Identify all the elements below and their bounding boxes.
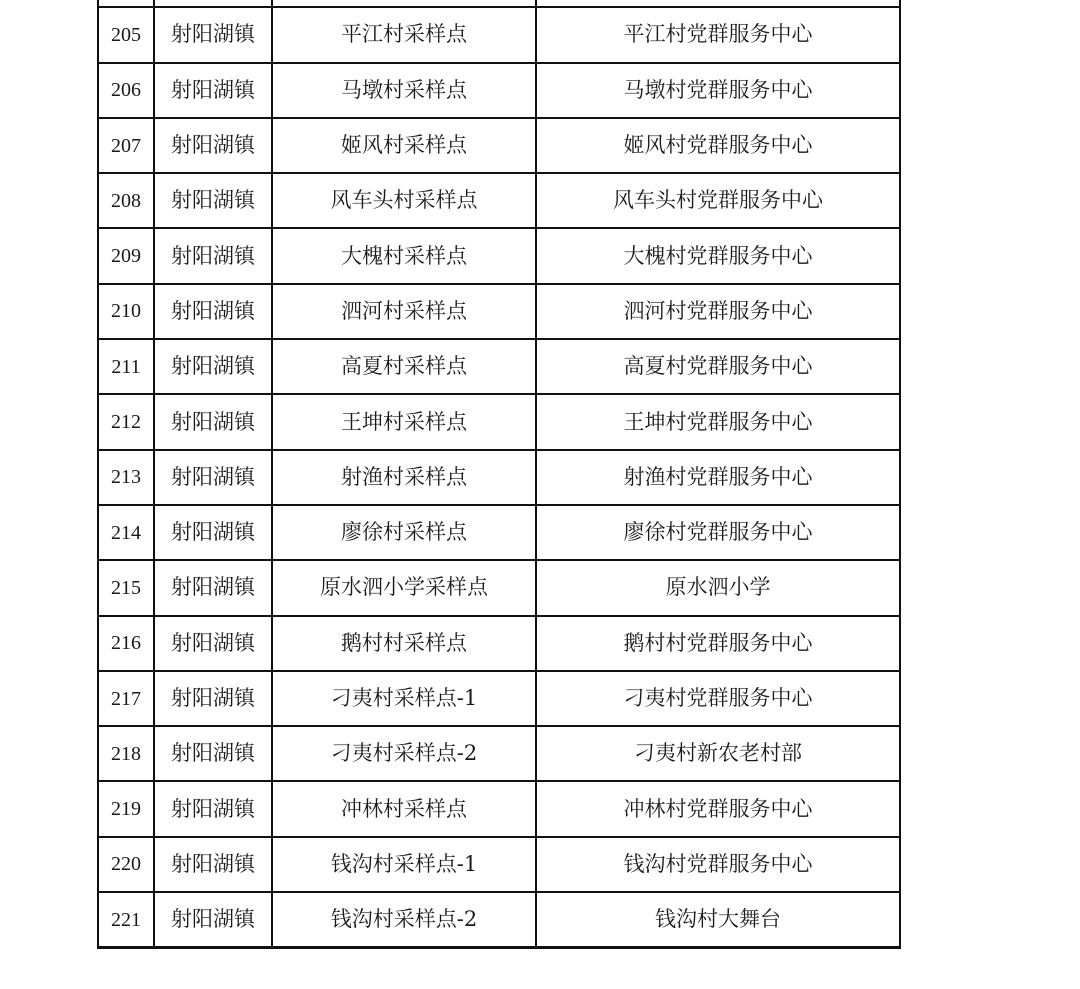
town-cell: 射阳湖镇 (154, 173, 272, 228)
sampling-site-cell: 廖徐村采样点 (272, 505, 536, 560)
table-row (98, 505, 900, 560)
town-cell: 射阳湖镇 (154, 837, 272, 892)
row-number-cell: 205 (98, 7, 154, 62)
town-cell: 射阳湖镇 (154, 7, 272, 62)
location-cell: 射渔村党群服务中心 (536, 450, 900, 505)
location-cell: 高夏村党群服务中心 (536, 339, 900, 394)
table-row (98, 671, 900, 726)
sampling-sites-table (97, 0, 901, 949)
town-cell: 射阳湖镇 (154, 671, 272, 726)
row-number-cell: 211 (98, 339, 154, 394)
town-cell: 射阳湖镇 (154, 118, 272, 173)
sampling-site-cell: 泗河村采样点 (272, 284, 536, 339)
sampling-site-cell: 高夏村采样点 (272, 339, 536, 394)
town-cell (154, 0, 272, 7)
table-row (98, 339, 900, 394)
row-number-cell: 219 (98, 781, 154, 836)
sampling-site-cell: 王坤村采样点 (272, 394, 536, 449)
town-cell: 射阳湖镇 (154, 284, 272, 339)
sampling-site-cell: 平江村采样点 (272, 7, 536, 62)
row-number-cell: 212 (98, 394, 154, 449)
sampling-site-cell: 射渔村采样点 (272, 450, 536, 505)
table-body (98, 0, 900, 948)
table-row (98, 0, 900, 7)
town-cell: 射阳湖镇 (154, 450, 272, 505)
town-cell: 射阳湖镇 (154, 505, 272, 560)
location-cell: 钱沟村大舞台 (536, 892, 900, 948)
table-row (98, 7, 900, 62)
sampling-site-cell: 刁夷村采样点-1 (272, 671, 536, 726)
location-cell: 王坤村党群服务中心 (536, 394, 900, 449)
table-row (98, 173, 900, 228)
location-cell: 鹅村村党群服务中心 (536, 616, 900, 671)
sampling-site-cell: 钱沟村采样点-1 (272, 837, 536, 892)
town-cell: 射阳湖镇 (154, 228, 272, 283)
location-cell: 钱沟村党群服务中心 (536, 837, 900, 892)
location-cell: 风车头村党群服务中心 (536, 173, 900, 228)
town-cell: 射阳湖镇 (154, 394, 272, 449)
location-cell (536, 0, 900, 7)
row-number-cell: 206 (98, 63, 154, 118)
location-cell: 泗河村党群服务中心 (536, 284, 900, 339)
location-cell: 刁夷村新农老村部 (536, 726, 900, 781)
location-cell: 姬风村党群服务中心 (536, 118, 900, 173)
row-number-cell: 221 (98, 892, 154, 948)
row-number-cell: 214 (98, 505, 154, 560)
town-cell: 射阳湖镇 (154, 560, 272, 615)
table-row (98, 837, 900, 892)
row-number-cell: 208 (98, 173, 154, 228)
table-row (98, 394, 900, 449)
table-row (98, 228, 900, 283)
row-number-cell: 220 (98, 837, 154, 892)
town-cell: 射阳湖镇 (154, 781, 272, 836)
row-number-cell: 210 (98, 284, 154, 339)
table-row (98, 118, 900, 173)
location-cell: 平江村党群服务中心 (536, 7, 900, 62)
row-number-cell (98, 0, 154, 7)
location-cell: 原水泗小学 (536, 560, 900, 615)
town-cell: 射阳湖镇 (154, 63, 272, 118)
sampling-site-cell: 姬风村采样点 (272, 118, 536, 173)
table-row (98, 284, 900, 339)
location-cell: 大槐村党群服务中心 (536, 228, 900, 283)
table-row (98, 616, 900, 671)
sampling-site-cell: 鹅村村采样点 (272, 616, 536, 671)
table-row (98, 450, 900, 505)
table-row (98, 892, 900, 948)
sampling-site-cell: 大槐村采样点 (272, 228, 536, 283)
location-cell: 马墩村党群服务中心 (536, 63, 900, 118)
sampling-site-cell: 钱沟村采样点-2 (272, 892, 536, 948)
sampling-site-cell: 冲林村采样点 (272, 781, 536, 836)
town-cell: 射阳湖镇 (154, 616, 272, 671)
table-row (98, 726, 900, 781)
location-cell: 冲林村党群服务中心 (536, 781, 900, 836)
row-number-cell: 209 (98, 228, 154, 283)
town-cell: 射阳湖镇 (154, 892, 272, 948)
row-number-cell: 215 (98, 560, 154, 615)
location-cell: 刁夷村党群服务中心 (536, 671, 900, 726)
row-number-cell: 207 (98, 118, 154, 173)
sampling-site-cell: 马墩村采样点 (272, 63, 536, 118)
sampling-site-cell (272, 0, 536, 7)
town-cell: 射阳湖镇 (154, 339, 272, 394)
row-number-cell: 216 (98, 616, 154, 671)
sampling-site-cell: 刁夷村采样点-2 (272, 726, 536, 781)
row-number-cell: 218 (98, 726, 154, 781)
sampling-site-cell: 原水泗小学采样点 (272, 560, 536, 615)
town-cell: 射阳湖镇 (154, 726, 272, 781)
location-cell: 廖徐村党群服务中心 (536, 505, 900, 560)
table-row (98, 63, 900, 118)
row-number-cell: 217 (98, 671, 154, 726)
table-row (98, 781, 900, 836)
sampling-site-cell: 风车头村采样点 (272, 173, 536, 228)
row-number-cell: 213 (98, 450, 154, 505)
table-row (98, 560, 900, 615)
